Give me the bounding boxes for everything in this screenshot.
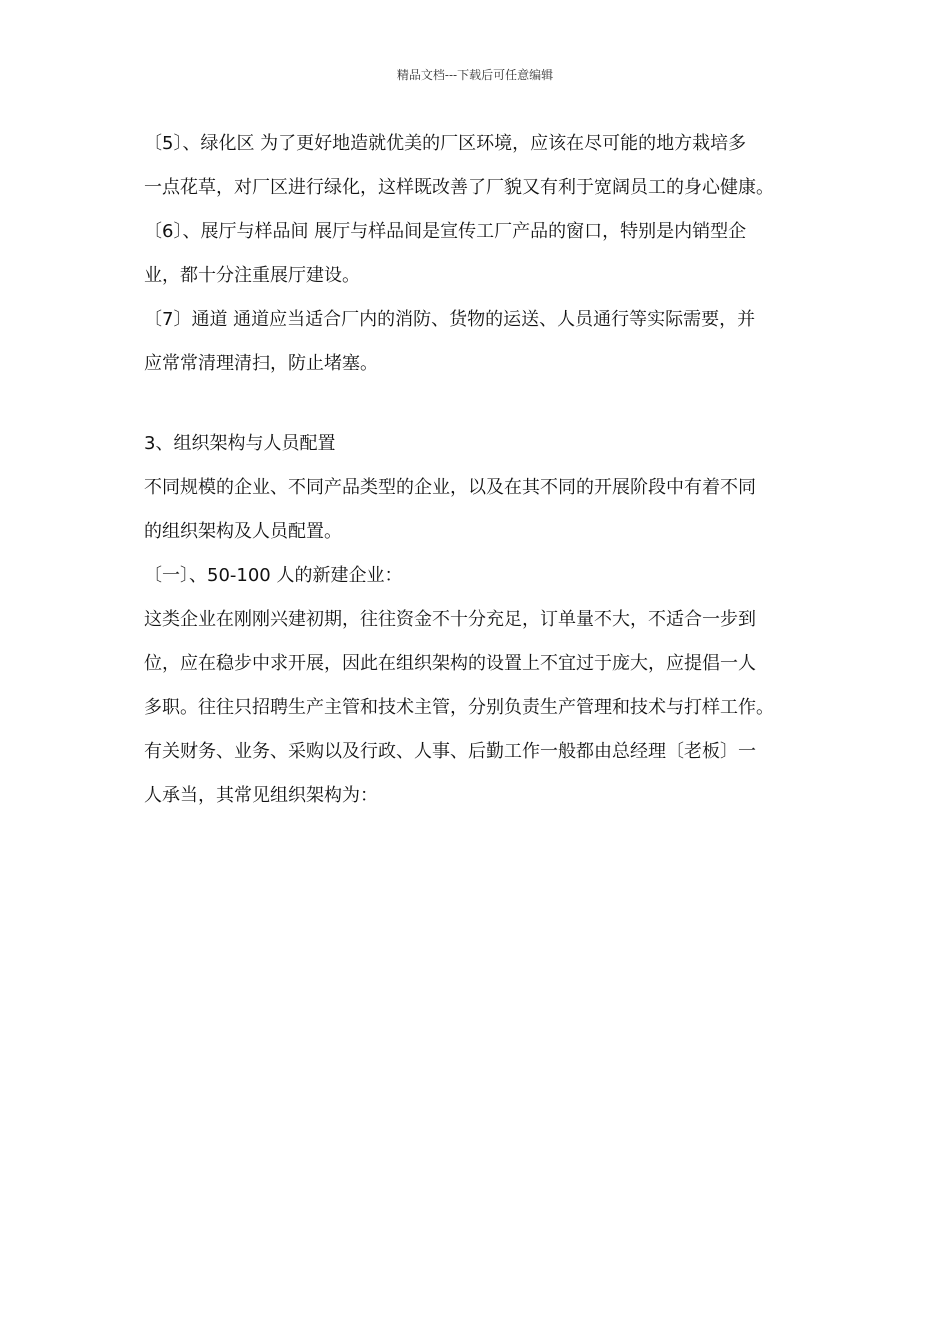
paragraph-line: 〔5〕、绿化区 为了更好地造就优美的厂区环境，应该在尽可能的地方栽培多 — [144, 133, 747, 154]
paragraph-line: 〔6〕、展厅与样品间 展厅与样品间是宣传工厂产品的窗口，特别是内销型企 — [144, 221, 747, 242]
paragraph-line: 有关财务、业务、采购以及行政、人事、后勤工作一般都由总经理〔老板〕一 — [144, 741, 756, 762]
subsection-title: 〔一〕、50-100 人的新建企业： — [144, 565, 403, 586]
paragraph-line: 多职。往往只招聘生产主管和技术主管，分别负责生产管理和技术与打样工作。 — [144, 697, 774, 718]
paragraph-line: 人承当，其常见组织架构为： — [144, 785, 378, 806]
paragraph-line: 不同规模的企业、不同产品类型的企业，以及在其不同的开展阶段中有着不同 — [144, 477, 756, 498]
document-body — [144, 122, 824, 818]
paragraph-line: 这类企业在刚刚兴建初期，往往资金不十分充足，订单量不大，不适合一步到 — [144, 609, 756, 630]
paragraph-spacer — [144, 386, 824, 422]
paragraph-line: 业，都十分注重展厅建设。 — [144, 265, 360, 286]
page-header: 精品文档---下载后可任意编辑 — [396, 68, 554, 82]
paragraph-line: 应常常清理清扫，防止堵塞。 — [144, 353, 378, 374]
paragraph-line: 的组织架构及人员配置。 — [144, 521, 342, 542]
section-title: 3、组织架构与人员配置 — [144, 433, 336, 454]
paragraph-line: 一点花草，对厂区进行绿化，这样既改善了厂貌又有利于宽阔员工的身心健康。 — [144, 177, 774, 198]
paragraph-line: 位，应在稳步中求开展，因此在组织架构的设置上不宜过于庞大，应提倡一人 — [144, 653, 756, 674]
paragraph-line: 〔7〕通道 通道应当适合厂内的消防、货物的运送、人员通行等实际需要，并 — [144, 309, 756, 330]
